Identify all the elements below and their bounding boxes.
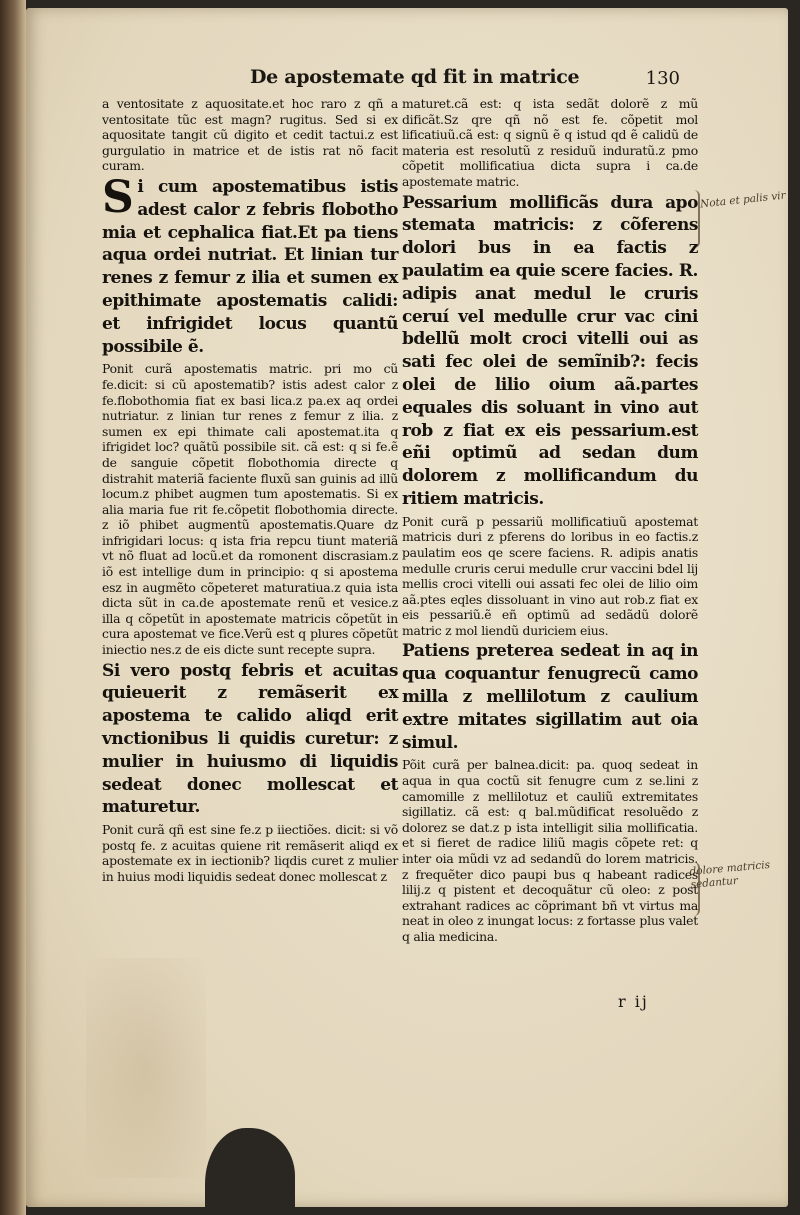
left-column <box>102 96 398 887</box>
text-block-large: Si vero postq febris et acuitas quieuerit z remãserit ex apostema te calido aliqd erit vnctionibus li quidis curetur: z mulier in huiusmo di liquidis sedeat donec mollescat et maturetur. <box>102 660 398 818</box>
margin-bracket <box>690 190 700 248</box>
text-block-large: Patiens preterea sedeat in aq in qua coquantur fenugrecũ camo milla z mellilotum z caulium extre mitates sigillatim aut oia simul. <box>402 641 698 753</box>
text-block-large: Si cum apostematibus istis adest calor z febris flobotho mia et cephalica fiat.Et pa tiens aqua ordei nutriat. Et linian tur renes z femur z ilia et sumen ex epithimate apostematis calidi: et infrigidet locus quantũ possibile ẽ. <box>102 171 398 357</box>
text-block: Ponit curã apostematis matric. pri mo cũ fe.dicit: si cũ apostematib? istis adest calor z fe.flobothomia fiat ex basi lica.z pa.ex aq ordei nutriatur. z linian tur renes z femur z ilia. z sumen ex epi thimate cali apostemat.ita q ifrigidet loc? quãtũ possibile sit. cã est: q si fe.ẽ de sanguie cõpetit flobothomia directe q distrahit materiã faciente fluxũ san guinis ad illũ locum.z phibet augmen tum apostematis. Si ex alia maria fue rit fe.cõpetit flobothomia directe. z iõ phibet augmentũ apostematis.Quare dz infrigidari locus: q ista fria repcu tiunt materiã vt nõ fluat ad locũ.et da romonent discrasiam.z iõ est intellige dum in principio: q si apostema esz in augmẽto cõpeteret maturatiua.z quia ista dicta sũt in ca.de apostemate renũ et vesice.z illa q cõpetũt in apostemate matricis cõpetũt in cura apostemat ve fice.Verũ est q plures cõpetũt iniectio nes.z de eis dicte sunt recepte supra. <box>102 361 398 658</box>
text-block: Põit curã per balnea.dicit: pa. quoq sedeat in aqua in qua coctũ sit fenugre cum z se.lini z camomille z mellilotuz et cauliũ extremitates sigillatiz. cã est: q bal.mũdificat resoluẽdo z dolorez se dat.z p ista intelligit silia mollificatia. et si fieret de radice liliũ magis cõpete ret: q inter oia mũdi vz ad sedandũ do lorem matricis. z frequẽter dico paupi bus q habeant radices lilij.z q pistent et decoquãtur cũ oleo: z post extrahant radices ac cõprimant bñ vt virtus ma neat in oleo z inungat locus: z fortasse plus valet q alia medicina. <box>402 757 698 944</box>
running-title: De apostemate qd fit in matrice <box>250 66 580 88</box>
text-block: maturet.cã est: q ista sedãt dolorẽ z mũ dificãt.Sz qre qñ nõ est fe. cõpetit mol lificatiuũ.cã est: q signũ ẽ q istud qd ẽ calidũ de materia est resolutũ z residuũ induratũ.z pmo cõpetit mollificatiua dicta supra i ca.de apostemate matric. <box>402 96 698 189</box>
book-spine <box>0 0 26 1215</box>
signature-mark: r ij <box>618 992 649 1011</box>
text-block: a ventositate z aquositate.et hoc raro z qñ a ventositate tũc est magn? rugitus. Sed si ex aquositate tangit cũ digito et cedit tactui.z est gurgulatio in matrice et de istis rat nõ facit curam. <box>102 96 398 174</box>
marginal-note: dolore matricis sedantur <box>689 858 771 891</box>
text-block: Ponit curã qñ est sine fe.z p iiectiões. dicit: si võ postq fe. z acuitas quiene rit remãserit aliqd ex apostemate ex in iectionib? liqdis curet z mulier in huius modi liquidis sedeat donec mollescat z <box>102 822 398 884</box>
page-header <box>250 66 720 96</box>
text-block: Ponit curã p pessariũ mollificatiuũ apostemat matricis duri z pferens do loribus in eo factis.z paulatim eos qe scere faciens. R. adipis anatis medulle cruris cerui medulle crur vaccini bdel lij mellis croci vitelli oui assati fec olei de lilio oim aã.ptes eqles dissoluant in vino aut rob.z fiat ex eis pessariũ.ẽ eñ optimũ ad sedãdũ dolorẽ matric z mol liendũ duriciem eius. <box>402 513 698 638</box>
water-stain <box>86 958 206 1178</box>
folio-number: 130 <box>645 68 680 89</box>
right-column <box>402 96 698 947</box>
text-block-large: Pessarium mollificãs dura apo stemata matricis: z cõferens dolori bus in ea factis z paulatim ea quie scere facies. R. adipis anat medul le cruris ceruí vel medulle crur vac cini bdellũ molt croci vitelli oui as sati fec olei de semĩnib?: fecis olei de lilio oium aã.partes equales dis soluant in vino aut rob z fiat ex eis pessarium.est eñi optimũ ad sedan dum dolorem z mollificandum du ritiem matricis. <box>402 192 698 509</box>
marginal-note: Nota et palis vir <box>699 189 787 211</box>
